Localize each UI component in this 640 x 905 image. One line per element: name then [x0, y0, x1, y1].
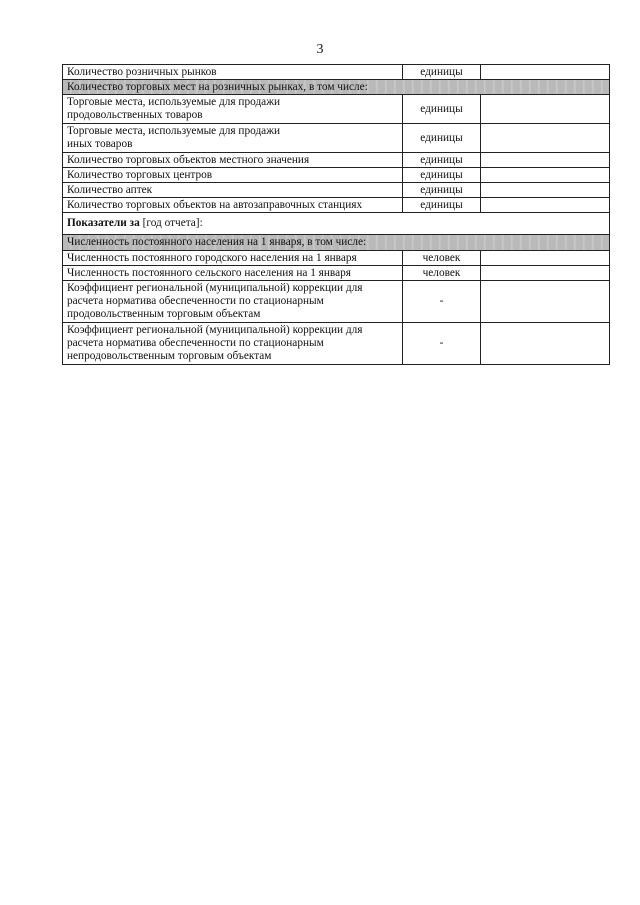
indicators-table [62, 64, 610, 365]
row-group-label: Количество торговых мест на розничных рынках, в том числе: [63, 80, 610, 95]
row-value-cell[interactable] [481, 266, 610, 281]
table-row [63, 281, 610, 323]
table-row-header [63, 80, 610, 95]
row-label [63, 323, 403, 365]
table-row [63, 168, 610, 183]
table-row [63, 153, 610, 168]
row-label: Количество розничных рынков [63, 65, 403, 80]
row-unit: человек [403, 251, 481, 266]
table-row [63, 65, 610, 80]
row-value-cell[interactable] [481, 153, 610, 168]
row-value-cell[interactable] [481, 65, 610, 80]
table-row [63, 183, 610, 198]
row-label: Количество аптек [63, 183, 403, 198]
row-label: Численность постоянного сельского населения на 1 января [63, 266, 403, 281]
table-row-section [63, 213, 610, 235]
table-row [63, 95, 610, 124]
row-label-line: Торговые места, используемые для продажи [67, 96, 281, 108]
row-value-cell[interactable] [481, 124, 610, 153]
row-label-line: Коэффициент региональной (муниципальной) коррекции для [67, 282, 363, 294]
table-row [63, 251, 610, 266]
row-label: Количество торговых центров [63, 168, 403, 183]
row-unit: человек [403, 266, 481, 281]
row-unit: единицы [403, 183, 481, 198]
row-unit: единицы [403, 95, 481, 124]
row-label [63, 95, 403, 124]
row-value-cell[interactable] [481, 183, 610, 198]
row-value-cell[interactable] [481, 281, 610, 323]
row-label: Количество торговых объектов местного значения [63, 153, 403, 168]
row-label-line: расчета норматива обеспеченности по стационарным [67, 295, 324, 307]
row-unit: единицы [403, 65, 481, 80]
row-label-line: непродовольственным торговым объектам [67, 350, 272, 362]
row-label [63, 281, 403, 323]
section-title-rest: [год отчета]: [139, 217, 203, 229]
row-value-cell[interactable] [481, 198, 610, 213]
table-row-header [63, 235, 610, 251]
row-label-line: продовольственным торговым объектам [67, 308, 261, 320]
row-value-cell[interactable] [481, 95, 610, 124]
row-unit: единицы [403, 124, 481, 153]
row-label [63, 124, 403, 153]
row-unit: единицы [403, 153, 481, 168]
row-unit: единицы [403, 198, 481, 213]
row-label-line: продовольственных товаров [67, 109, 203, 121]
row-value-cell[interactable] [481, 323, 610, 365]
row-label-line: иных товаров [67, 138, 133, 150]
table-row [63, 198, 610, 213]
row-label-line: Торговые места, используемые для продажи [67, 125, 281, 137]
row-unit: - [403, 281, 481, 323]
section-title-bold: Показатели за [67, 217, 140, 229]
table-row [63, 266, 610, 281]
table-row [63, 124, 610, 153]
section-title [63, 213, 610, 235]
row-unit: единицы [403, 168, 481, 183]
table-row [63, 323, 610, 365]
row-value-cell[interactable] [481, 251, 610, 266]
row-label: Численность постоянного городского населения на 1 января [63, 251, 403, 266]
row-label: Количество торговых объектов на автозаправочных станциях [63, 198, 403, 213]
page-number: 3 [316, 42, 324, 57]
row-value-cell[interactable] [481, 168, 610, 183]
row-label-line: расчета норматива обеспеченности по стационарным [67, 337, 324, 349]
row-label-line: Коэффициент региональной (муниципальной) коррекции для [67, 324, 363, 336]
row-unit: - [403, 323, 481, 365]
row-group-label: Численность постоянного населения на 1 января, в том числе: [63, 235, 610, 251]
